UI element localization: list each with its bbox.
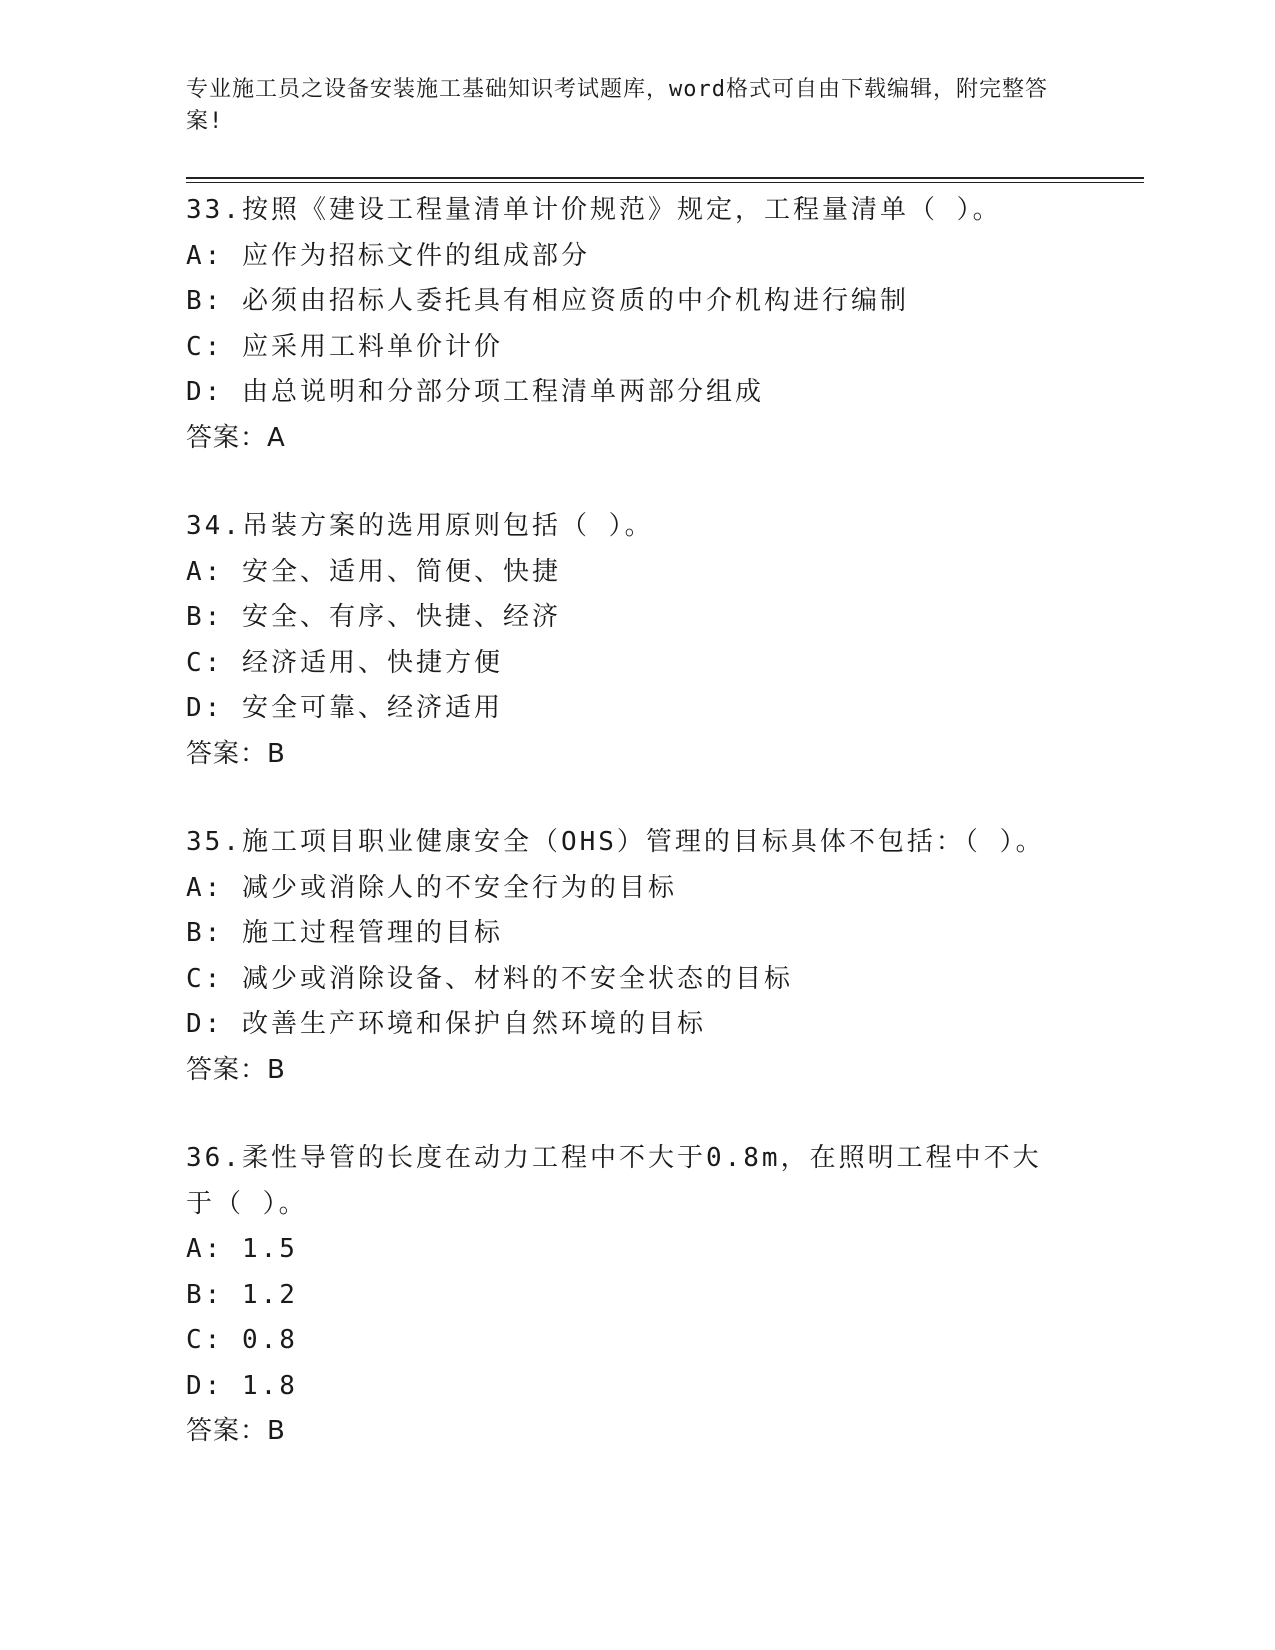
option-c: C: 经济适用、快捷方便 xyxy=(186,647,503,678)
answer-label: 答案：B xyxy=(186,738,286,769)
option-b: B: 安全、有序、快捷、经济 xyxy=(186,602,561,632)
header-divider-thin xyxy=(186,182,1144,183)
question-33 xyxy=(186,188,1076,461)
option-a: A: 应作为招标文件的组成部分 xyxy=(186,240,590,271)
option-d: D: 改善生产环境和保护自然环境的目标 xyxy=(186,1009,706,1039)
answer-label: 答案：B xyxy=(186,1054,286,1085)
question-stem: 34.吊装方案的选用原则包括（ ）。 xyxy=(186,511,654,541)
option-a: A: 1.5 xyxy=(186,1234,298,1264)
option-d: D: 安全可靠、经济适用 xyxy=(186,693,503,723)
option-d: D: 1.8 xyxy=(186,1370,298,1401)
question-stem: 33.按照《建设工程量清单计价规范》规定，工程量清单（ ）。 xyxy=(186,195,1002,225)
answer-label: 答案：B xyxy=(186,1416,286,1446)
document-header: 专业施工员之设备安装施工基础知识考试题库，word格式可自由下载编辑，附完整答案! xyxy=(186,77,1048,134)
header-divider-thick xyxy=(186,177,1144,179)
question-36 xyxy=(186,1136,1076,1455)
option-c: C: 0.8 xyxy=(186,1325,298,1355)
option-a: A: 减少或消除人的不安全行为的目标 xyxy=(186,872,677,903)
option-b: B: 施工过程管理的目标 xyxy=(186,918,503,948)
option-a: A: 安全、适用、简便、快捷 xyxy=(186,556,561,587)
option-c: C: 减少或消除设备、材料的不安全状态的目标 xyxy=(186,963,793,994)
option-b: B: 必须由招标人委托具有相应资质的中介机构进行编制 xyxy=(186,286,909,316)
option-d: D: 由总说明和分部分项工程清单两部分组成 xyxy=(186,377,764,407)
option-c: C: 应采用工料单价计价 xyxy=(186,331,503,362)
question-34 xyxy=(186,504,1076,777)
answer-label: 答案：A xyxy=(186,422,286,453)
question-stem: 35.施工项目职业健康安全（OHS）管理的目标具体不包括：（ ）。 xyxy=(186,827,1045,857)
question-35 xyxy=(186,820,1076,1093)
option-b: B: 1.2 xyxy=(186,1279,298,1310)
question-stem: 36.柔性导管的长度在动力工程中不大于0.8m，在照明工程中不大于（ ）。 xyxy=(186,1143,1042,1219)
